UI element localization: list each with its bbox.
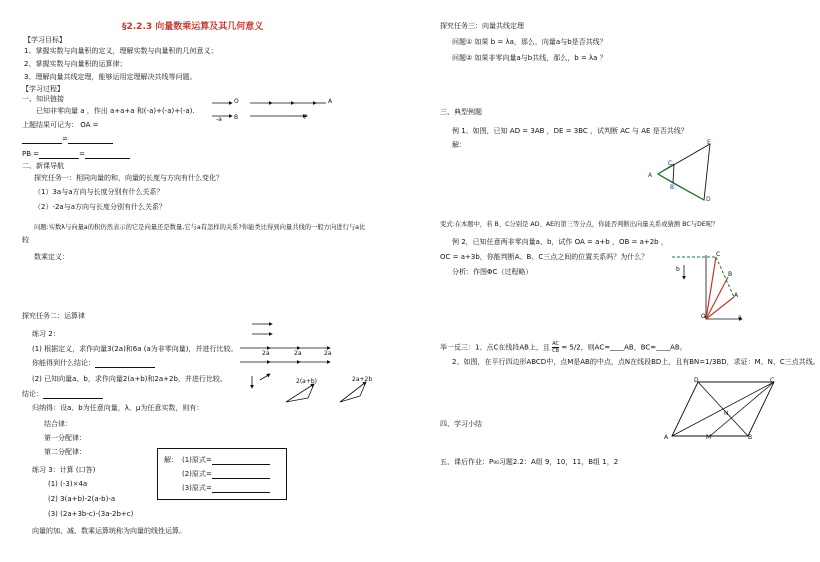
example2a: 例 2，已知任意两非零向量a、b，试作 OA = a+b ，OB = a+2b ， xyxy=(452,238,668,246)
answer-1: (1)原式= xyxy=(182,456,270,465)
review-heading: 一、知识链接 xyxy=(22,95,64,103)
fig2-avec: a xyxy=(738,314,742,321)
goal-2: 2、掌握实数与向量积的运算律； xyxy=(24,60,127,68)
question-end: 较 xyxy=(22,236,29,244)
assoc: 结合律： xyxy=(44,420,72,428)
question: 问题:实数λ与向量a的积仍然表示的它是向量还是数量,它与a有怎样的关系?你能类比得到向量共线的一般方向进行与a比 xyxy=(34,224,366,231)
conclusion1: 你能得到什么结论： xyxy=(32,359,155,368)
vector-diagram-top xyxy=(210,96,360,126)
tri-e: E xyxy=(707,139,711,146)
task2-heading: 探究任务二：运算律 xyxy=(22,312,85,320)
task1-q1: （1）3a与a方向与长度分别有什么关系？ xyxy=(34,188,164,196)
parallelogram-figure xyxy=(668,380,778,438)
vector-diagram-middle xyxy=(210,318,360,378)
tri-b: B xyxy=(670,184,675,191)
fig2-b: B xyxy=(728,271,733,278)
label-2a-1: 2a xyxy=(262,350,270,357)
goals-heading: 【学习目标】 xyxy=(24,36,66,44)
label-sum-2ab: 2(a+b) xyxy=(296,378,318,385)
triangle-figure xyxy=(652,138,722,208)
summary-heading: 四、学习小结 xyxy=(440,420,482,428)
homework: 五、课后作业：P₉₀习题2.2：A组 9，10，11，B组 1，2 xyxy=(440,458,619,466)
analysis: 分析：作图ΦC（过程略） xyxy=(452,268,533,276)
label-2a-2: 2a xyxy=(294,350,302,357)
dist2: 第二分配律： xyxy=(44,448,86,456)
review-line1: 已知非零向量 a ，作出 a+a+a 和(-a)+(-a)+(-a). xyxy=(36,107,195,115)
extension-1: 举一反三：1、点C在线段AB上，且 $\frac{AC}{CB}$ = 5/2，则AC=____AB，BC=____AB。 xyxy=(440,341,687,354)
label-neg-a: -a xyxy=(216,116,222,123)
answer-label: 解： xyxy=(164,456,178,464)
result-label: 上题结果可记为： OA = xyxy=(22,121,99,129)
goal-1: 1、掌握实数与向量积的定义，理解实数与向量积的几何意义； xyxy=(24,47,218,55)
summary-line: 归纳得：设a、b为任意向量，λ、μ为任意实数，则有： xyxy=(32,404,204,412)
variant: 变式:在本题中，若 B、C分别是 AD、AE的第三等分点，你能否判断出向量关系或猜测 BC与DE呢？ xyxy=(440,221,719,228)
process-heading: 【学习过程】 xyxy=(22,85,64,93)
fig2-a: A xyxy=(734,292,739,299)
calc1: (1) (-3)×4a xyxy=(48,480,88,488)
vector-diagram-sum xyxy=(248,370,368,410)
para-n: N xyxy=(724,410,729,417)
task1: 探究任务一：相同向量的和，向量的长度与方向有什么变化？ xyxy=(34,174,223,182)
ex2-label: 练习 2： xyxy=(32,330,60,338)
result-line3: PB = = xyxy=(22,150,130,159)
ex2-p1: (1) 根据定义，求作向量3(2a)和6a (a为非零向量)，并进行比较。 xyxy=(32,345,238,353)
tri-a: A xyxy=(648,172,653,179)
label-o: O xyxy=(234,98,239,105)
goal-3: 3、理解向量共线定理，能够运用定理解决共线等问题。 xyxy=(24,73,197,81)
examples-heading: 三、典型例题 xyxy=(440,108,482,116)
para-b: B xyxy=(748,434,753,441)
def-label: 数乘定义： xyxy=(34,253,69,261)
label-a: A xyxy=(328,98,333,105)
para-m: M xyxy=(706,434,712,441)
task3-q1: 问题① 如果 b = λa，那么，向量a与b是否共线？ xyxy=(452,38,607,46)
page-title: §2.2.3 向量数乘运算及其几何意义 xyxy=(122,22,264,32)
ex2-p2: (2) 已知向量a、b，求作向量2(a+b)和2a+2b，并进行比较。 xyxy=(32,375,227,383)
task3-heading: 探究任务三：向量共线定理 xyxy=(440,22,524,30)
task3-q2: 问题② 如果非零向量a与b共线，那么，b = λa ？ xyxy=(452,54,607,62)
tri-d: D xyxy=(706,196,711,203)
example1: 例 1、如图，已知 AD = 3AB ，DE = 3BC ，试判断 AC 与 AE 是否共线？ xyxy=(452,127,688,135)
tri-c: C xyxy=(668,160,673,167)
calc3: (3) (2a+3b-c)-(3a-2b+c) xyxy=(48,510,134,518)
calc2: (2) 3(a+b)-2(a-b)-a xyxy=(48,495,116,503)
fig2-bvec: b xyxy=(676,266,680,273)
result-line2: = xyxy=(22,135,113,144)
ex3-label: 练习 3：计算 (口答) xyxy=(32,466,96,474)
label-sum-2a2b: 2a+2b xyxy=(352,376,373,383)
conclusion2: 结论： xyxy=(22,390,103,399)
label-b: B xyxy=(234,114,239,121)
label-2a-3: 2a xyxy=(324,350,332,357)
dist1: 第一分配律： xyxy=(44,434,86,442)
para-c: C xyxy=(770,377,775,384)
fig2-o: O xyxy=(701,313,706,320)
example1-sol: 解： xyxy=(452,141,466,149)
final-note: 向量的加、减、数乘运算统称为向量的线性运算。 xyxy=(32,527,186,535)
fig2-c: C xyxy=(716,251,721,258)
answer-2: (2)原式= xyxy=(182,470,270,479)
extension-2: 2、如图，在平行四边形ABCD中，点M是AB的中点，点N在线段BD上，且有BN=1/3BD，求证：M、N、C三点共线。 xyxy=(452,358,820,366)
example2b: OC = a+3b，你能判断A、B、C三点之间的位置关系吗？为什么？ xyxy=(440,253,649,261)
task1-q2: （2）-2a与a方向与长度分别有什么关系？ xyxy=(34,203,167,211)
para-a: A xyxy=(664,434,669,441)
answer-3: (3)原式= xyxy=(182,484,270,493)
new-lesson-heading: 二、新课导航 xyxy=(22,162,64,170)
para-d: D xyxy=(694,377,699,384)
label-p: P xyxy=(304,114,308,121)
